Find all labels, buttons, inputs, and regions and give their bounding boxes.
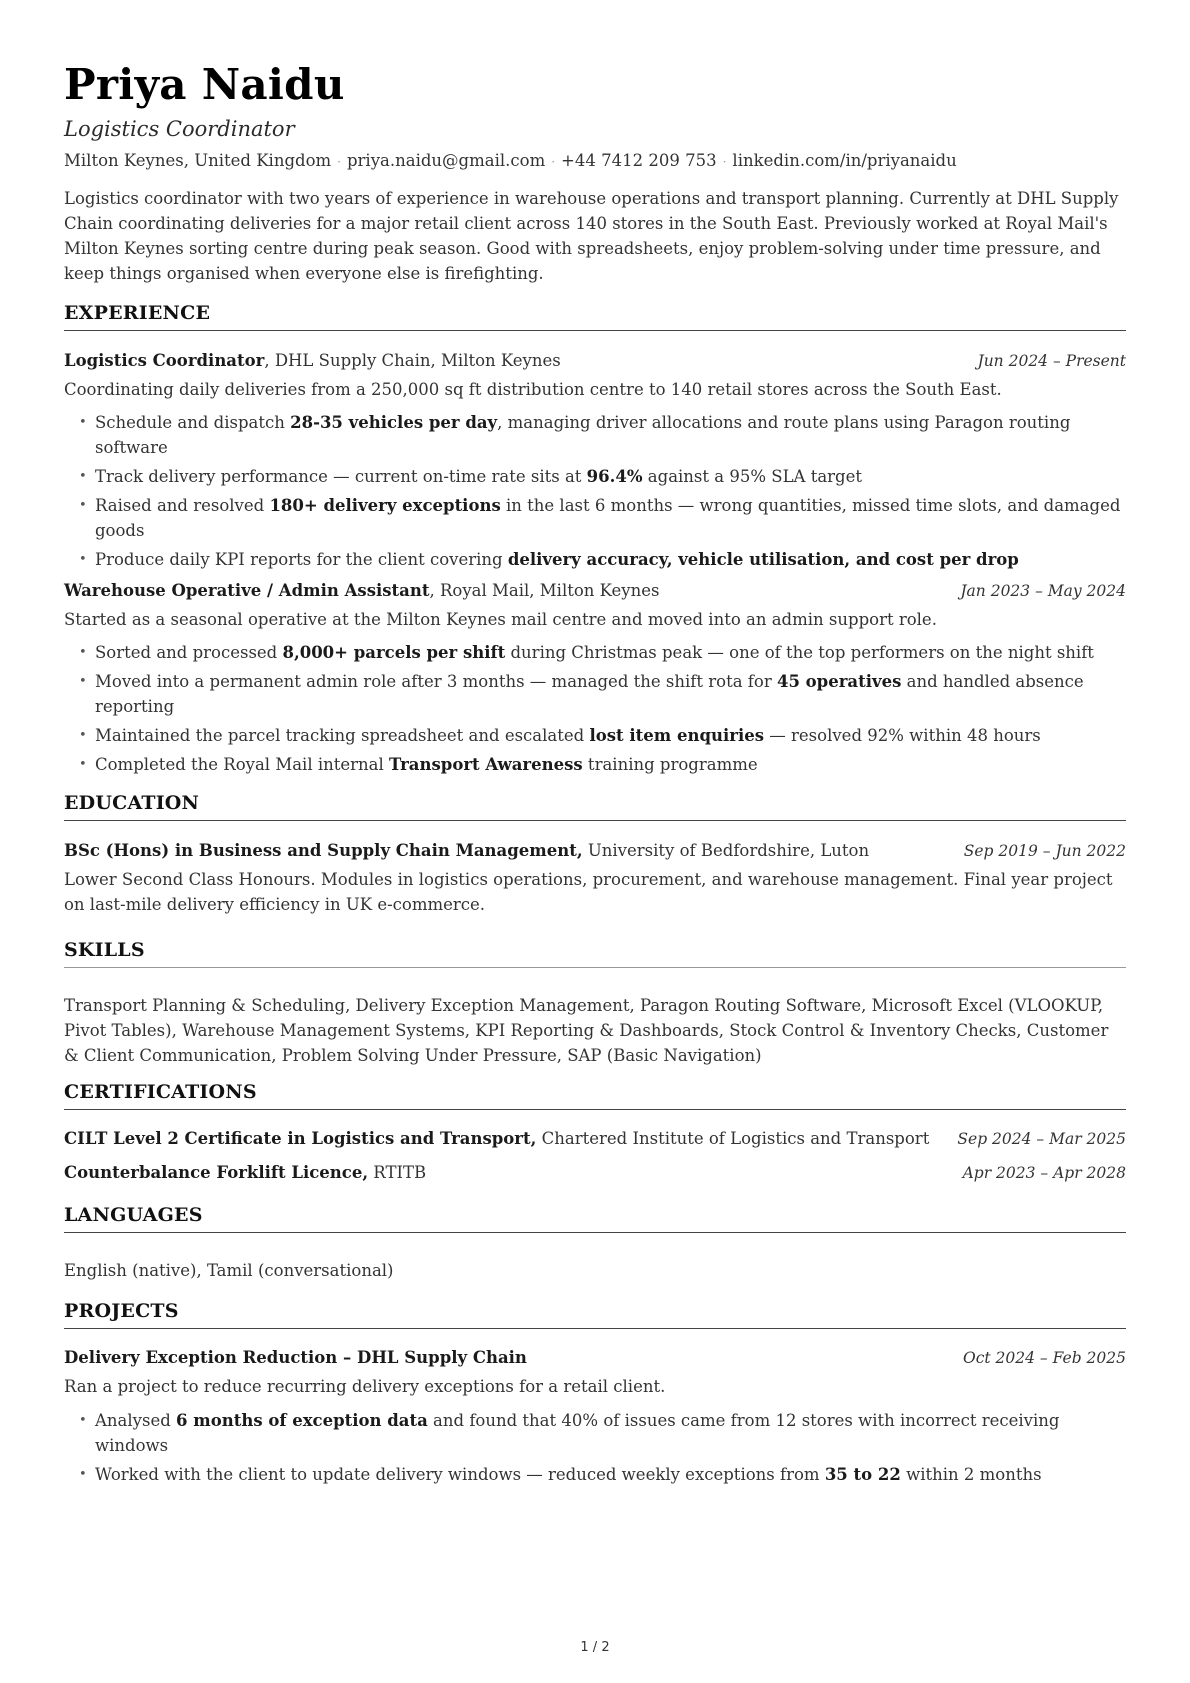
skills-list: Transport Planning & Scheduling, Delivery Exception Management, Paragon Routing Software, Microsoft Excel (VLOOKUP, Pivot Tables), Warehouse Management Systems, KPI Reporting & Dashboards, Stock Control & Inventory Checks, Customer & Client Communication, Problem Solving Under Pressure, SAP (Basic Navigation) [64,996,1109,1065]
bullet-item: • Schedule and dispatch 28-35 vehicles per day, managing driver allocations and route plans using Paragon routing software [95,410,1126,460]
experience-entry-header [64,580,1126,602]
separator-dot: · [551,155,556,169]
job-role: Logistics Coordinator [64,351,265,370]
bullet-item: • Moved into a permanent admin role after 3 months — managed the shift rota for 45 operatives and handled absence reporting [95,669,1126,719]
experience-entry-header [64,350,1126,372]
certification-issuer: RTITB [368,1163,427,1182]
bullet-item: • Produce daily KPI reports for the client covering delivery accuracy, vehicle utilisation, and cost per drop [95,547,1126,572]
contact-phone: +44 7412 209 753 [561,151,717,170]
degree-name: BSc (Hons) in Business and Supply Chain Management, [64,841,583,860]
contact-location: Milton Keynes, United Kingdom [64,151,332,170]
certification-issuer: Chartered Institute of Logistics and Transport [536,1129,930,1148]
bullet-item: • Analysed 6 months of exception data and found that 40% of issues came from 12 stores with incorrect receiving windows [95,1408,1126,1458]
separator-dot: · [337,155,341,169]
bullet-item: • Completed the Royal Mail internal Transport Awareness training programme [95,752,1126,777]
project-bullets [64,1408,1126,1491]
section-heading-projects: PROJECTS [64,1300,1126,1329]
job-bullets [64,640,1126,781]
project-name: Delivery Exception Reduction – DHL Supply Chain [64,1348,527,1367]
bullet-item: • Maintained the parcel tracking spreadsheet and escalated lost item enquiries — resolved 92% within 48 hours [95,723,1126,748]
certification-entry [64,1128,1126,1150]
separator-dot: · [722,155,727,169]
job-dates: Jun 2024 – Present [977,352,1126,370]
bullet-item: • Sorted and processed 8,000+ parcels per shift during Christmas peak — one of the top performers on the night shift [95,640,1126,665]
section-heading-skills: SKILLS [64,939,1126,968]
job-org: , Royal Mail, Milton Keynes [429,581,660,600]
contact-email[interactable]: priya.naidu@gmail.com [346,151,546,170]
job-dates: Jan 2023 – May 2024 [960,582,1126,600]
education-description: Lower Second Class Honours. Modules in logistics operations, procurement, and warehouse management. Final year project on last-mile delivery efficiency in UK e-commerce. [64,870,1113,914]
page-indicator: 1 / 2 [580,1640,610,1655]
job-bullets [64,410,1126,576]
candidate-title: Logistics Coordinator [64,117,295,141]
certification-dates: Apr 2023 – Apr 2028 [962,1164,1126,1182]
certification-name: Counterbalance Forklift Licence, [64,1163,369,1182]
bullet-item: • Track delivery performance — current on-time rate sits at 96.4% against a 95% SLA target [95,464,1126,489]
job-role: Warehouse Operative / Admin Assistant [64,581,430,600]
project-dates: Oct 2024 – Feb 2025 [963,1349,1126,1367]
project-description: Ran a project to reduce recurring delivery exceptions for a retail client. [64,1377,666,1396]
education-dates: Sep 2019 – Jun 2022 [963,842,1126,860]
section-heading-experience: EXPERIENCE [64,302,1126,331]
certification-entry [64,1162,1126,1184]
project-entry-header [64,1347,1126,1369]
candidate-name: Priya Naidu [64,60,345,109]
certification-dates: Sep 2024 – Mar 2025 [957,1130,1126,1148]
school-name: University of Bedfordshire, Luton [582,841,870,860]
bullet-item: • Worked with the client to update delivery windows — reduced weekly exceptions from 35 to 22 within 2 months [95,1462,1126,1487]
contact-line [64,150,957,173]
job-description: Coordinating daily deliveries from a 250,000 sq ft distribution centre to 140 retail stores across the South East. [64,380,1002,399]
section-heading-languages: LANGUAGES [64,1204,1126,1233]
job-org: , DHL Supply Chain, Milton Keynes [264,351,561,370]
summary-paragraph: Logistics coordinator with two years of experience in warehouse operations and transport planning. Currently at DHL Supply Chain coordinating deliveries for a major retail client across 140 stores in the South East. Previously worked at Royal Mail's Milton Keynes sorting centre during peak season. Good with spreadsheets, enjoy problem-solving under time pressure, and keep things organised when everyone else is firefighting. [64,189,1119,283]
languages-list: English (native), Tamil (conversational) [64,1261,394,1280]
job-description: Started as a seasonal operative at the Milton Keynes mail centre and moved into an admin support role. [64,610,937,629]
certification-name: CILT Level 2 Certificate in Logistics and Transport, [64,1129,537,1148]
bullet-item: • Raised and resolved 180+ delivery exceptions in the last 6 months — wrong quantities, missed time slots, and damaged goods [95,493,1126,543]
section-heading-certifications: CERTIFICATIONS [64,1081,1126,1110]
section-heading-education: EDUCATION [64,792,1126,821]
education-entry-header [64,840,1126,862]
contact-linkedin[interactable]: linkedin.com/in/priyanaidu [732,151,957,170]
